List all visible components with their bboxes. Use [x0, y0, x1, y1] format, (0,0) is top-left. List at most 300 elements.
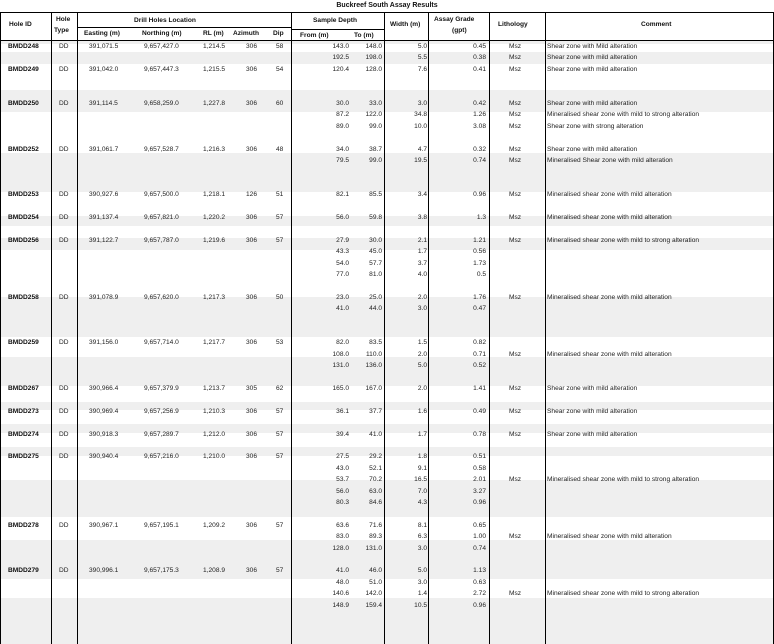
from-value: 77.0 — [336, 271, 349, 278]
hole-id: BMDD258 — [8, 293, 39, 301]
easting-value: 391,137.4 — [89, 214, 119, 221]
row-divider — [291, 29, 384, 30]
hole-type: DD — [59, 567, 69, 575]
lithology-value: Msz — [509, 430, 522, 438]
column-divider — [0, 12, 1, 644]
dip-value: 57 — [276, 214, 284, 221]
to-value: 99.0 — [369, 122, 382, 130]
easting-value: 390,940.4 — [89, 453, 119, 461]
assay-value: 0.47 — [473, 305, 486, 313]
comment-value: Mineralised shear zone with mild alteration — [547, 350, 672, 358]
from-value: 56.0 — [336, 487, 349, 495]
from-value: 48.0 — [336, 578, 349, 586]
northing-value: 9,657,787.0 — [144, 236, 179, 244]
dip-value: 57 — [276, 453, 284, 461]
to-value: 83.5 — [369, 339, 382, 347]
rl-value: 1,212.0 — [203, 430, 225, 438]
assay-value: 0.71 — [473, 350, 486, 358]
from-value: 82.1 — [336, 191, 349, 199]
hole-id: BMDD252 — [8, 145, 39, 153]
assay-value: 1.76 — [473, 293, 486, 301]
to-value: 52.1 — [369, 464, 382, 472]
to-value: 122.0 — [365, 111, 382, 119]
rl-value: 1,209.2 — [203, 521, 225, 529]
lithology-value: Msz — [509, 214, 522, 221]
from-value: 41.0 — [336, 567, 349, 575]
dip-value: 51 — [276, 191, 284, 199]
header-assay-grade: Assay Grade — [434, 16, 475, 23]
from-value: 34.0 — [336, 145, 349, 153]
to-value: 131.0 — [365, 544, 382, 552]
header-to: To (m) — [354, 32, 374, 39]
header-comment: Comment — [641, 21, 672, 28]
hole-type: DD — [59, 293, 69, 301]
from-value: 148.9 — [332, 601, 349, 609]
northing-value: 9,657,256.9 — [144, 407, 179, 415]
assay-value: 1.26 — [473, 111, 486, 119]
easting-value: 390,966.4 — [89, 385, 119, 392]
to-value: 85.5 — [369, 191, 382, 199]
width-value: 1.4 — [417, 590, 427, 598]
width-value: 1.7 — [417, 430, 427, 438]
to-value: 136.0 — [365, 362, 382, 370]
rl-value: 1,210.3 — [203, 407, 225, 415]
rl-value: 1,215.5 — [203, 65, 225, 73]
comment-value: Mineralised Shear zone with mild alteration — [547, 157, 673, 164]
comment-value: Shear zone with mild alteration — [547, 54, 638, 62]
assay-value: 0.96 — [473, 601, 486, 609]
from-value: 30.0 — [336, 100, 349, 107]
northing-value: 9,657,289.7 — [144, 430, 179, 438]
dip-value: 57 — [276, 521, 284, 529]
lithology-value: Msz — [509, 111, 522, 119]
width-value: 19.5 — [414, 157, 427, 164]
header-width: Width (m) — [390, 21, 421, 28]
width-value: 3.4 — [417, 191, 427, 199]
from-value: 128.0 — [332, 544, 349, 552]
northing-value: 9,657,195.1 — [144, 521, 179, 529]
hole-type: DD — [59, 339, 69, 347]
rl-value: 1,227.8 — [203, 100, 225, 107]
assay-value: 2.72 — [473, 590, 486, 598]
azimuth-value: 306 — [246, 339, 258, 347]
northing-value: 9,658,259.0 — [144, 100, 179, 107]
azimuth-value: 306 — [246, 293, 258, 301]
width-value: 1.6 — [417, 407, 427, 415]
assay-value: 0.63 — [473, 578, 486, 586]
from-value: 120.4 — [332, 65, 349, 73]
from-value: 43.3 — [336, 248, 349, 256]
assay-value: 0.49 — [473, 407, 486, 415]
comment-value: Shear zone with mild alteration — [547, 407, 638, 415]
easting-value: 390,996.1 — [89, 567, 119, 575]
assay-value: 0.96 — [473, 191, 486, 199]
column-divider — [545, 12, 546, 644]
lithology-value: Msz — [509, 533, 522, 541]
from-value: 53.7 — [336, 476, 349, 484]
dip-value: 60 — [276, 100, 284, 107]
width-value: 3.0 — [417, 544, 427, 552]
width-value: 3.0 — [417, 578, 427, 586]
comment-value: Mineralised shear zone with mild alteration — [547, 293, 672, 301]
width-value: 9.1 — [417, 464, 427, 472]
azimuth-value: 306 — [246, 567, 258, 575]
easting-value: 391,122.7 — [89, 236, 119, 244]
northing-value: 9,657,500.0 — [144, 191, 179, 199]
azimuth-value: 306 — [246, 521, 258, 529]
hole-id: BMDD248 — [8, 43, 39, 50]
to-value: 59.8 — [369, 214, 382, 221]
comment-value: Shear zone with Mild alteration — [547, 43, 638, 50]
hole-id: BMDD249 — [8, 65, 39, 73]
from-value: 140.6 — [332, 590, 349, 598]
to-value: 29.2 — [369, 453, 382, 461]
to-value: 44.0 — [369, 305, 382, 313]
northing-value: 9,657,528.7 — [144, 145, 179, 153]
width-value: 3.8 — [417, 214, 427, 221]
easting-value: 391,071.5 — [89, 43, 119, 50]
from-value: 63.6 — [336, 521, 349, 529]
azimuth-value: 306 — [246, 43, 258, 50]
width-value: 4.7 — [417, 145, 427, 153]
column-divider — [291, 12, 292, 644]
width-value: 7.6 — [417, 65, 427, 73]
to-value: 38.7 — [369, 145, 382, 153]
header-hole: Hole — [56, 16, 71, 23]
column-divider — [428, 12, 429, 644]
azimuth-value: 306 — [246, 100, 258, 107]
azimuth-value: 306 — [246, 407, 258, 415]
column-divider — [77, 12, 78, 644]
width-value: 34.8 — [414, 111, 427, 119]
row-divider — [77, 27, 291, 28]
assay-value: 0.42 — [473, 100, 486, 107]
easting-value: 391,042.0 — [89, 65, 119, 73]
comment-value: Mineralised shear zone with mild alteration — [547, 533, 672, 541]
from-value: 143.0 — [332, 43, 349, 50]
header-hole-id: Hole ID — [9, 21, 32, 28]
lithology-value: Msz — [509, 293, 522, 301]
assay-value: 1.41 — [473, 385, 486, 392]
from-value: 39.4 — [336, 430, 349, 438]
assay-value: 0.38 — [473, 54, 486, 62]
assay-value: 1.21 — [473, 236, 486, 244]
to-value: 33.0 — [369, 100, 382, 107]
rl-value: 1,214.5 — [203, 43, 225, 50]
northing-value: 9,657,216.0 — [144, 453, 179, 461]
assay-value: 1.00 — [473, 533, 486, 541]
width-value: 6.3 — [417, 533, 427, 541]
from-value: 41.0 — [336, 305, 349, 313]
comment-value: Mineralised shear zone with mild alteration — [547, 191, 672, 199]
assay-value: 0.58 — [473, 464, 486, 472]
header-lithology: Lithology — [498, 21, 528, 28]
width-value: 7.0 — [417, 487, 427, 495]
from-value: 192.5 — [332, 54, 349, 62]
width-value: 10.5 — [414, 601, 427, 609]
comment-value: Mineralised shear zone with mild to strong alteration — [547, 236, 700, 244]
lithology-value: Msz — [509, 145, 522, 153]
to-value: 37.7 — [369, 407, 382, 415]
to-value: 148.0 — [365, 43, 382, 50]
comment-value: Shear zone with mild alteration — [547, 100, 638, 107]
width-value: 16.5 — [414, 476, 427, 484]
to-value: 84.6 — [369, 499, 382, 506]
to-value: 142.0 — [365, 590, 382, 598]
comment-value: Shear zone with mild alteration — [547, 145, 638, 153]
comment-value: Shear zone with strong alteration — [547, 122, 644, 130]
dip-value: 57 — [276, 567, 284, 575]
from-value: 82.0 — [336, 339, 349, 347]
northing-value: 9,657,379.9 — [144, 385, 179, 392]
azimuth-value: 306 — [246, 214, 258, 221]
row-divider — [0, 40, 774, 41]
hole-type: DD — [59, 385, 69, 392]
header-rl: RL (m) — [203, 30, 224, 37]
assay-value: 0.5 — [476, 271, 486, 278]
comment-value: Shear zone with mild alteration — [547, 430, 638, 438]
azimuth-value: 306 — [246, 430, 258, 438]
width-value: 8.1 — [417, 521, 427, 529]
assay-value: 0.82 — [473, 339, 486, 347]
hole-type: DD — [59, 100, 69, 107]
width-value: 5.0 — [417, 567, 427, 575]
hole-id: BMDD254 — [8, 214, 39, 221]
width-value: 2.0 — [417, 293, 427, 301]
easting-value: 391,061.7 — [89, 145, 119, 153]
to-value: 45.0 — [369, 248, 382, 256]
from-value: 43.0 — [336, 464, 349, 472]
width-value: 3.0 — [417, 100, 427, 107]
lithology-value: Msz — [509, 476, 522, 484]
lithology-value: Msz — [509, 157, 522, 164]
hole-id: BMDD259 — [8, 339, 39, 347]
easting-value: 390,967.1 — [89, 521, 119, 529]
column-divider — [384, 12, 385, 644]
rl-value: 1,216.3 — [203, 145, 225, 153]
lithology-value: Msz — [509, 191, 522, 199]
assay-value: 2.01 — [473, 476, 486, 484]
northing-value: 9,657,175.3 — [144, 567, 179, 575]
hole-type: DD — [59, 453, 69, 461]
to-value: 167.0 — [365, 385, 382, 392]
lithology-value: Msz — [509, 236, 522, 244]
easting-value: 391,078.9 — [89, 293, 119, 301]
assay-value: 1.3 — [476, 214, 486, 221]
hole-id: BMDD250 — [8, 100, 39, 107]
hole-id: BMDD267 — [8, 385, 39, 392]
hole-type: DD — [59, 214, 69, 221]
rl-value: 1,213.7 — [203, 385, 225, 392]
dip-value: 48 — [276, 145, 284, 153]
comment-value: Mineralised shear zone with mild to strong alteration — [547, 111, 700, 119]
assay-value: 0.78 — [473, 430, 486, 438]
header-from: From (m) — [300, 32, 329, 39]
hole-id: BMDD256 — [8, 236, 39, 244]
header-easting: Easting (m) — [84, 30, 120, 37]
assay-value: 0.56 — [473, 248, 486, 256]
azimuth-value: 305 — [246, 385, 258, 392]
rl-value: 1,208.9 — [203, 567, 225, 575]
to-value: 71.6 — [369, 521, 382, 529]
lithology-value: Msz — [509, 385, 522, 392]
width-value: 3.0 — [417, 305, 427, 313]
rl-value: 1,217.3 — [203, 293, 225, 301]
row-divider — [0, 12, 774, 13]
width-value: 3.7 — [417, 259, 427, 267]
azimuth-value: 126 — [246, 191, 258, 199]
hole-type: DD — [59, 407, 69, 415]
width-value: 1.7 — [417, 248, 427, 256]
northing-value: 9,657,620.0 — [144, 293, 179, 301]
lithology-value: Msz — [509, 54, 522, 62]
column-divider — [489, 12, 490, 644]
from-value: 131.0 — [332, 362, 349, 370]
hole-id: BMDD274 — [8, 430, 39, 438]
from-value: 89.0 — [336, 122, 349, 130]
hole-id: BMDD275 — [8, 453, 39, 461]
assay-value: 0.51 — [473, 453, 486, 461]
rl-value: 1,217.7 — [203, 339, 225, 347]
from-value: 108.0 — [332, 350, 349, 358]
from-value: 80.3 — [336, 499, 349, 506]
from-value: 165.0 — [332, 385, 349, 392]
hole-type: DD — [59, 145, 69, 153]
to-value: 51.0 — [369, 578, 382, 586]
header-sample-depth: Sample Depth — [313, 17, 357, 24]
width-value: 10.0 — [414, 122, 427, 130]
easting-value: 390,927.6 — [89, 191, 119, 199]
easting-value: 390,969.4 — [89, 407, 119, 415]
hole-id: BMDD273 — [8, 407, 39, 415]
to-value: 25.0 — [369, 293, 382, 301]
to-value: 99.0 — [369, 157, 382, 164]
hole-type: DD — [59, 236, 69, 244]
assay-value: 0.32 — [473, 145, 486, 153]
width-value: 2.0 — [417, 385, 427, 392]
comment-value: Shear zone with mild alteration — [547, 65, 638, 73]
dip-value: 62 — [276, 385, 284, 392]
to-value: 63.0 — [369, 487, 382, 495]
assay-value: 1.13 — [473, 567, 486, 575]
lithology-value: Msz — [509, 65, 522, 73]
assay-value: 0.45 — [473, 43, 486, 50]
easting-value: 390,918.3 — [89, 430, 119, 438]
dip-value: 58 — [276, 43, 284, 50]
rl-value: 1,210.0 — [203, 453, 225, 461]
column-divider — [51, 12, 52, 644]
width-value: 1.8 — [417, 453, 427, 461]
from-value: 27.9 — [336, 236, 349, 244]
azimuth-value: 306 — [246, 453, 258, 461]
lithology-value: Msz — [509, 122, 522, 130]
from-value: 36.1 — [336, 407, 349, 415]
to-value: 128.0 — [365, 65, 382, 73]
dip-value: 57 — [276, 407, 284, 415]
table-title: Buckreef South Assay Results — [336, 2, 438, 9]
rl-value: 1,218.1 — [203, 191, 225, 199]
lithology-value: Msz — [509, 407, 522, 415]
rl-value: 1,219.6 — [203, 236, 225, 244]
comment-value: Shear zone with mild alteration — [547, 385, 638, 392]
hole-type: DD — [59, 430, 69, 438]
dip-value: 57 — [276, 236, 284, 244]
northing-value: 9,657,821.0 — [144, 214, 179, 221]
lithology-value: Msz — [509, 350, 522, 358]
northing-value: 9,657,427.0 — [144, 43, 179, 50]
header-azimuth: Azimuth — [233, 30, 260, 37]
azimuth-value: 306 — [246, 236, 258, 244]
width-value: 2.0 — [417, 350, 427, 358]
header-assay-unit: (gpt) — [452, 27, 467, 34]
assay-value: 3.27 — [473, 487, 486, 495]
width-value: 5.5 — [417, 54, 427, 62]
assay-value: 1.73 — [473, 259, 486, 267]
azimuth-value: 306 — [246, 65, 258, 73]
assay-value: 0.96 — [473, 499, 486, 506]
lithology-value: Msz — [509, 590, 522, 598]
dip-value: 57 — [276, 430, 284, 438]
assay-value: 0.41 — [473, 65, 486, 73]
to-value: 198.0 — [365, 54, 382, 62]
hole-id: BMDD278 — [8, 521, 39, 529]
hole-id: BMDD253 — [8, 191, 39, 199]
hole-type: DD — [59, 521, 69, 529]
assay-value: 0.74 — [473, 157, 486, 164]
from-value: 87.2 — [336, 111, 349, 119]
northing-value: 9,657,714.0 — [144, 339, 179, 347]
from-value: 27.5 — [336, 453, 349, 461]
assay-value: 3.08 — [473, 122, 486, 130]
hole-type: DD — [59, 43, 69, 50]
azimuth-value: 306 — [246, 145, 258, 153]
hole-type: DD — [59, 191, 69, 199]
dip-value: 53 — [276, 339, 284, 347]
rl-value: 1,220.2 — [203, 214, 225, 221]
comment-value: Mineralised shear zone with mild to strong alteration — [547, 590, 700, 598]
to-value: 159.4 — [365, 601, 382, 609]
easting-value: 391,156.0 — [89, 339, 119, 347]
width-value: 4.0 — [417, 271, 427, 278]
northing-value: 9,657,447.3 — [144, 65, 179, 73]
width-value: 2.1 — [417, 236, 427, 244]
width-value: 4.3 — [417, 499, 427, 506]
from-value: 83.0 — [336, 533, 349, 541]
comment-value: Mineralised shear zone with mild alteration — [547, 214, 672, 221]
to-value: 57.7 — [369, 259, 382, 267]
to-value: 46.0 — [369, 567, 382, 575]
header-dip: Dip — [273, 30, 284, 37]
header-drill-location: Drill Holes Location — [134, 17, 196, 24]
assay-value: 0.52 — [473, 362, 486, 370]
to-value: 41.0 — [369, 430, 382, 438]
assay-value: 0.74 — [473, 544, 486, 552]
from-value: 23.0 — [336, 293, 349, 301]
hole-id: BMDD279 — [8, 567, 39, 575]
easting-value: 391,114.5 — [89, 100, 118, 107]
width-value: 5.0 — [417, 362, 427, 370]
width-value: 5.0 — [417, 43, 427, 50]
dip-value: 54 — [276, 65, 284, 73]
from-value: 56.0 — [336, 214, 349, 221]
header-northing: Northing (m) — [142, 30, 182, 37]
assay-value: 0.65 — [473, 521, 486, 529]
to-value: 89.3 — [369, 533, 382, 541]
dip-value: 50 — [276, 293, 284, 301]
from-value: 54.0 — [336, 259, 349, 267]
to-value: 110.0 — [365, 350, 382, 358]
from-value: 79.5 — [336, 157, 349, 164]
